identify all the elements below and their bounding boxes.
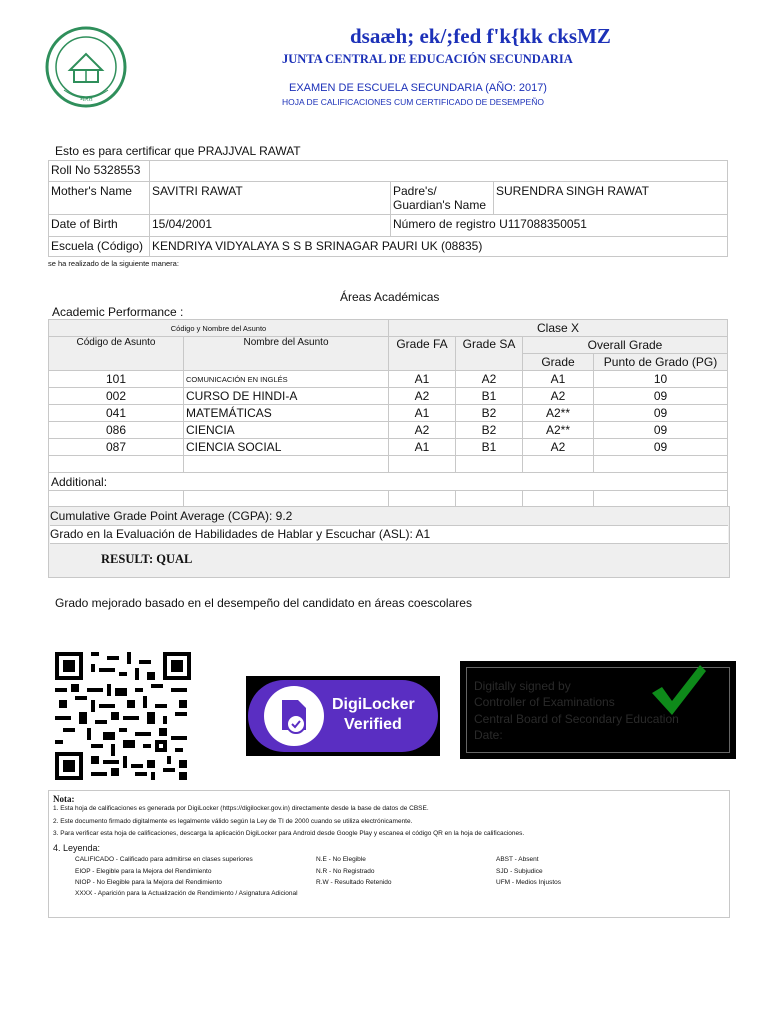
cgpa: Cumulative Grade Point Average (CGPA): 9.2: [50, 509, 293, 523]
legend-xxxx: XXXX - Aparición para la Actualización de Rendimiento / Asignatura Adicional: [75, 890, 298, 897]
father-label: Padre's/ Guardian's Name: [391, 182, 494, 215]
seal-text: भारत: [79, 95, 93, 103]
table-row: 002 CURSO DE HINDI-A A2 B1 A2 09: [49, 388, 728, 405]
sig-line4: Date:: [474, 728, 503, 742]
school-value: KENDRIYA VIDYALAYA S S B SRINAGAR PAURI UK (08835): [150, 237, 728, 257]
table-row: 086 CIENCIA A2 B2 A2** 09: [49, 422, 728, 439]
school-label: Escuela (Código): [49, 237, 150, 257]
improved-grade-note: Grado mejorado basado en el desempeño del candidato en áreas coescolares: [55, 596, 472, 610]
hdr-code-name: Código y Nombre del Asunto: [49, 320, 389, 337]
notes-box: [48, 790, 730, 918]
digital-signature-box: [460, 661, 736, 759]
academic-performance-label: Academic Performance :: [52, 305, 184, 319]
mother-name: SAVITRI RAWAT: [150, 182, 391, 215]
hdr-fa: Grade FA: [389, 337, 456, 371]
result: RESULT: QUAL: [101, 552, 193, 566]
note-1: 1. Esta hoja de calificaciones es generada por DigiLocker (https://digilocker.gov.in) directamente desde la base de datos de CBSE.: [53, 805, 429, 812]
legend-rw: R.W - Resultado Retenido: [316, 879, 392, 886]
board-name: JUNTA CENTRAL DE EDUCACIÓN SECUNDARIA: [282, 52, 573, 66]
legend-niop: NIOP - No Elegible para la Mejora del Rendimiento: [75, 879, 222, 886]
legend-title: 4. Leyenda:: [53, 843, 101, 853]
dob-value: 15/04/2001: [150, 215, 391, 237]
mother-label: Mother's Name: [49, 182, 150, 215]
legend-nr: N.R - No Registrado: [316, 868, 375, 875]
student-info-table: [48, 160, 728, 257]
legend-ufm: UFM - Medios Injustos: [496, 879, 562, 886]
blank-row: [49, 456, 728, 473]
digilocker-badge-icon: [248, 680, 438, 752]
father-name: SURENDRA SINGH RAWAT: [494, 182, 728, 215]
hdr-pg: Punto de Grado (PG): [594, 354, 728, 371]
qr-code-icon: [55, 652, 191, 780]
table-row: 101 COMUNICACIÓN EN INGLÉS A1 A2 A1 10: [49, 371, 728, 388]
additional-row: [49, 473, 728, 491]
legend-ne: N.E - No Elegible: [316, 856, 366, 863]
summary-box: [48, 506, 730, 578]
registration: Número de registro U117088350051: [391, 215, 728, 237]
hindi-title: dsaæh; ek/;fed f'k{kk cksMZ: [350, 24, 611, 48]
exam-title: EXAMEN DE ESCUELA SECUNDARIA (AÑO: 2017): [289, 82, 547, 94]
sig-line1: Digitally signed by: [474, 679, 571, 693]
blank-row: [49, 491, 728, 508]
note-2: 2. Este documento firmado digitalmente es legalmente válido según la Ley de TI de 2000 cuando se utiliza electrónicamente.: [53, 818, 413, 825]
table-row: 087 CIENCIA SOCIAL A1 B1 A2 09: [49, 439, 728, 456]
note-3: 3. Para verificar esta hoja de calificaciones, descarga la aplicación DigiLocker para Android desde Google Play y escanea el código QR en la hoja de calificaciones.: [53, 830, 525, 837]
dob-label: Date of Birth: [49, 215, 150, 237]
sig-line2: Controller of Examinations: [474, 695, 615, 709]
certify-line: Esto es para certificar que PRAJJVAL RAWAT: [55, 144, 301, 158]
sheet-title: HOJA DE CALIFICACIONES CUM CERTIFICADO DE DESEMPEÑO: [282, 97, 544, 107]
roll-number: Roll No 5328553: [49, 161, 150, 182]
table-row: 041 MATEMÁTICAS A1 B2 A2** 09: [49, 405, 728, 422]
legend-calificado: CALIFICADO - Calificado para admitirse en clases superiores: [75, 856, 253, 863]
hdr-overall: Overall Grade: [523, 337, 728, 354]
hdr-grade: Grade: [523, 354, 594, 371]
hdr-sa: Grade SA: [456, 337, 523, 371]
hdr-name: Nombre del Asunto: [184, 337, 389, 371]
areas-title: Áreas Académicas: [340, 290, 440, 304]
digilocker-verified-badge: [246, 676, 440, 756]
checkmark-icon: [648, 663, 708, 719]
notes-title: Nota:: [53, 794, 75, 804]
legend-sjd: SJD - Subjudice: [496, 868, 543, 875]
hdr-code: Código de Asunto: [49, 337, 184, 371]
grades-table: [48, 319, 728, 508]
legend-abst: ABST - Absent: [496, 856, 539, 863]
performed-line: se ha realizado de la siguiente manera:: [48, 259, 179, 268]
hdr-class: Clase X: [389, 320, 728, 337]
digilocker-line1: DigiLocker: [332, 696, 415, 713]
cbse-logo-icon: [40, 26, 132, 112]
sig-line3: Central Board of Secondary Education: [474, 712, 679, 726]
legend-eiop: EIOP - Elegible para la Mejora del Rendimiento: [75, 868, 212, 875]
digilocker-line2: Verified: [344, 716, 402, 733]
asl: Grado en la Evaluación de Habilidades de Hablar y Escuchar (ASL): A1: [50, 525, 728, 544]
additional-label: Additional:: [49, 473, 728, 491]
